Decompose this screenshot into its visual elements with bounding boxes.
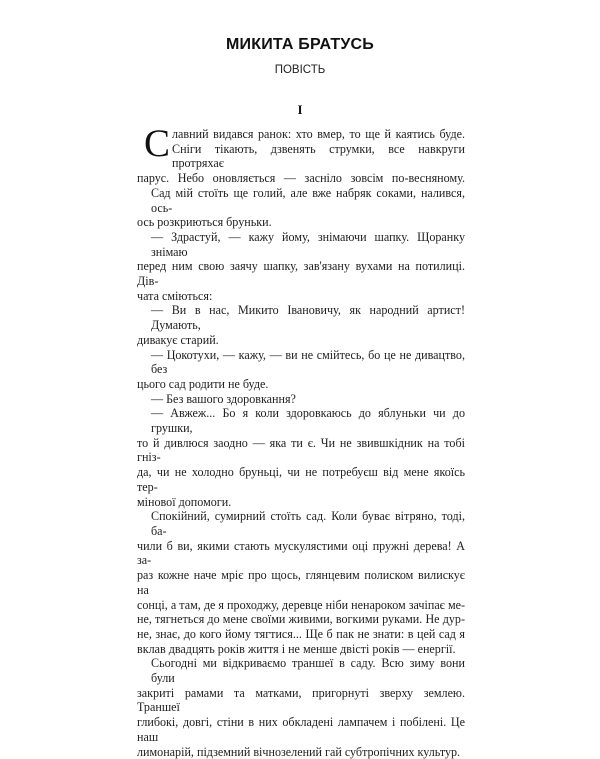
text-line: чата сміються:: [137, 288, 213, 303]
text-line: — Без вашого здоровкання?: [151, 391, 296, 406]
text-line: не, тягнеться до мене своїми живими, вогкими руками. Не дур-: [137, 612, 465, 627]
text-line: Спокійний, сумирний стоїть сад. Коли буває вітряно, тоді, ба-: [151, 509, 465, 538]
text-line: раз кожне наче мріє про щось, глянцевим полиском вилискує на: [137, 568, 465, 597]
text-line: не, знає, до кого йому тягтися... Ще б пак не знати: в цей сад я: [137, 626, 465, 641]
drop-cap: С: [144, 122, 171, 165]
book-subtitle: ПОВІСТЬ: [274, 64, 326, 76]
book-title: МИКИТА БРАТУСЬ: [226, 36, 374, 53]
text-line: Сад мій стоїть ще голий, але вже набряк соками, налився, ось-: [151, 185, 465, 215]
text-line: парус. Небо оновляється — заснiло зовсім по-весняному.: [137, 171, 465, 186]
text-line: глибокі, довгі, стіни в них обкладені лампачем і побілені. Це наш: [137, 715, 465, 744]
text-line: лавний видався ранок: хто вмер, то ще й каятись буде.: [172, 127, 465, 141]
text-line: лимонарій, підземний вічнозелений гай субтропічних культур.: [137, 744, 461, 759]
text-line: цього сад родити не буде.: [137, 376, 269, 391]
text-line: — Здрастуй, — кажу йому, знімаючи шапку. Щоранку знімаю: [151, 229, 465, 259]
text-line: — Ви в нас, Микито Івановичу, як народний артист! Думають,: [151, 303, 465, 333]
text-line: то й дивлюся заодно — яка ти є. Чи не звившкідник на тобі гніз-: [137, 435, 465, 465]
text-line: вклав двадцять років життя і не менше двісті років — енергії.: [137, 641, 456, 656]
text-line: — Цокотухи, — кажу, — ви не смійтесь, бо це не дивацтво, без: [151, 347, 465, 377]
chapter-number: I: [297, 102, 303, 117]
text-line: мінової допомоги.: [137, 494, 232, 509]
text-line: закриті рамами та матками, пригорнуті зверху землею. Траншеї: [137, 685, 465, 715]
text-line: — Авжеж... Бо я коли здоровкаюсь до яблуньки чи до грушки,: [151, 406, 465, 436]
text-line: перед ним свою заячу шапку, зав'язану вухами на потилиці. Дів-: [137, 259, 465, 289]
body-text: [137, 122, 465, 759]
text-line: ось розкриються бруньки.: [137, 215, 272, 230]
text-line: да, чи не холодно бруньці, чи не потребуєш від мене якоїсь тер-: [137, 465, 465, 494]
text-line: сонці, а там, де я проходжу, деревце ніби ненароком зачіпає ме-: [137, 597, 465, 612]
text-line: дивакує старий.: [137, 332, 219, 347]
text-line: Сьогодні ми відкриваємо траншеї в саду. Всю зиму вони були: [151, 656, 465, 686]
text-line: чили б ви, якими стають мускулястими оці пружні дерева! А за-: [137, 538, 465, 568]
text-line: Сніги тікають, дзвенять струмки, все навкруги протряхає: [172, 141, 465, 171]
